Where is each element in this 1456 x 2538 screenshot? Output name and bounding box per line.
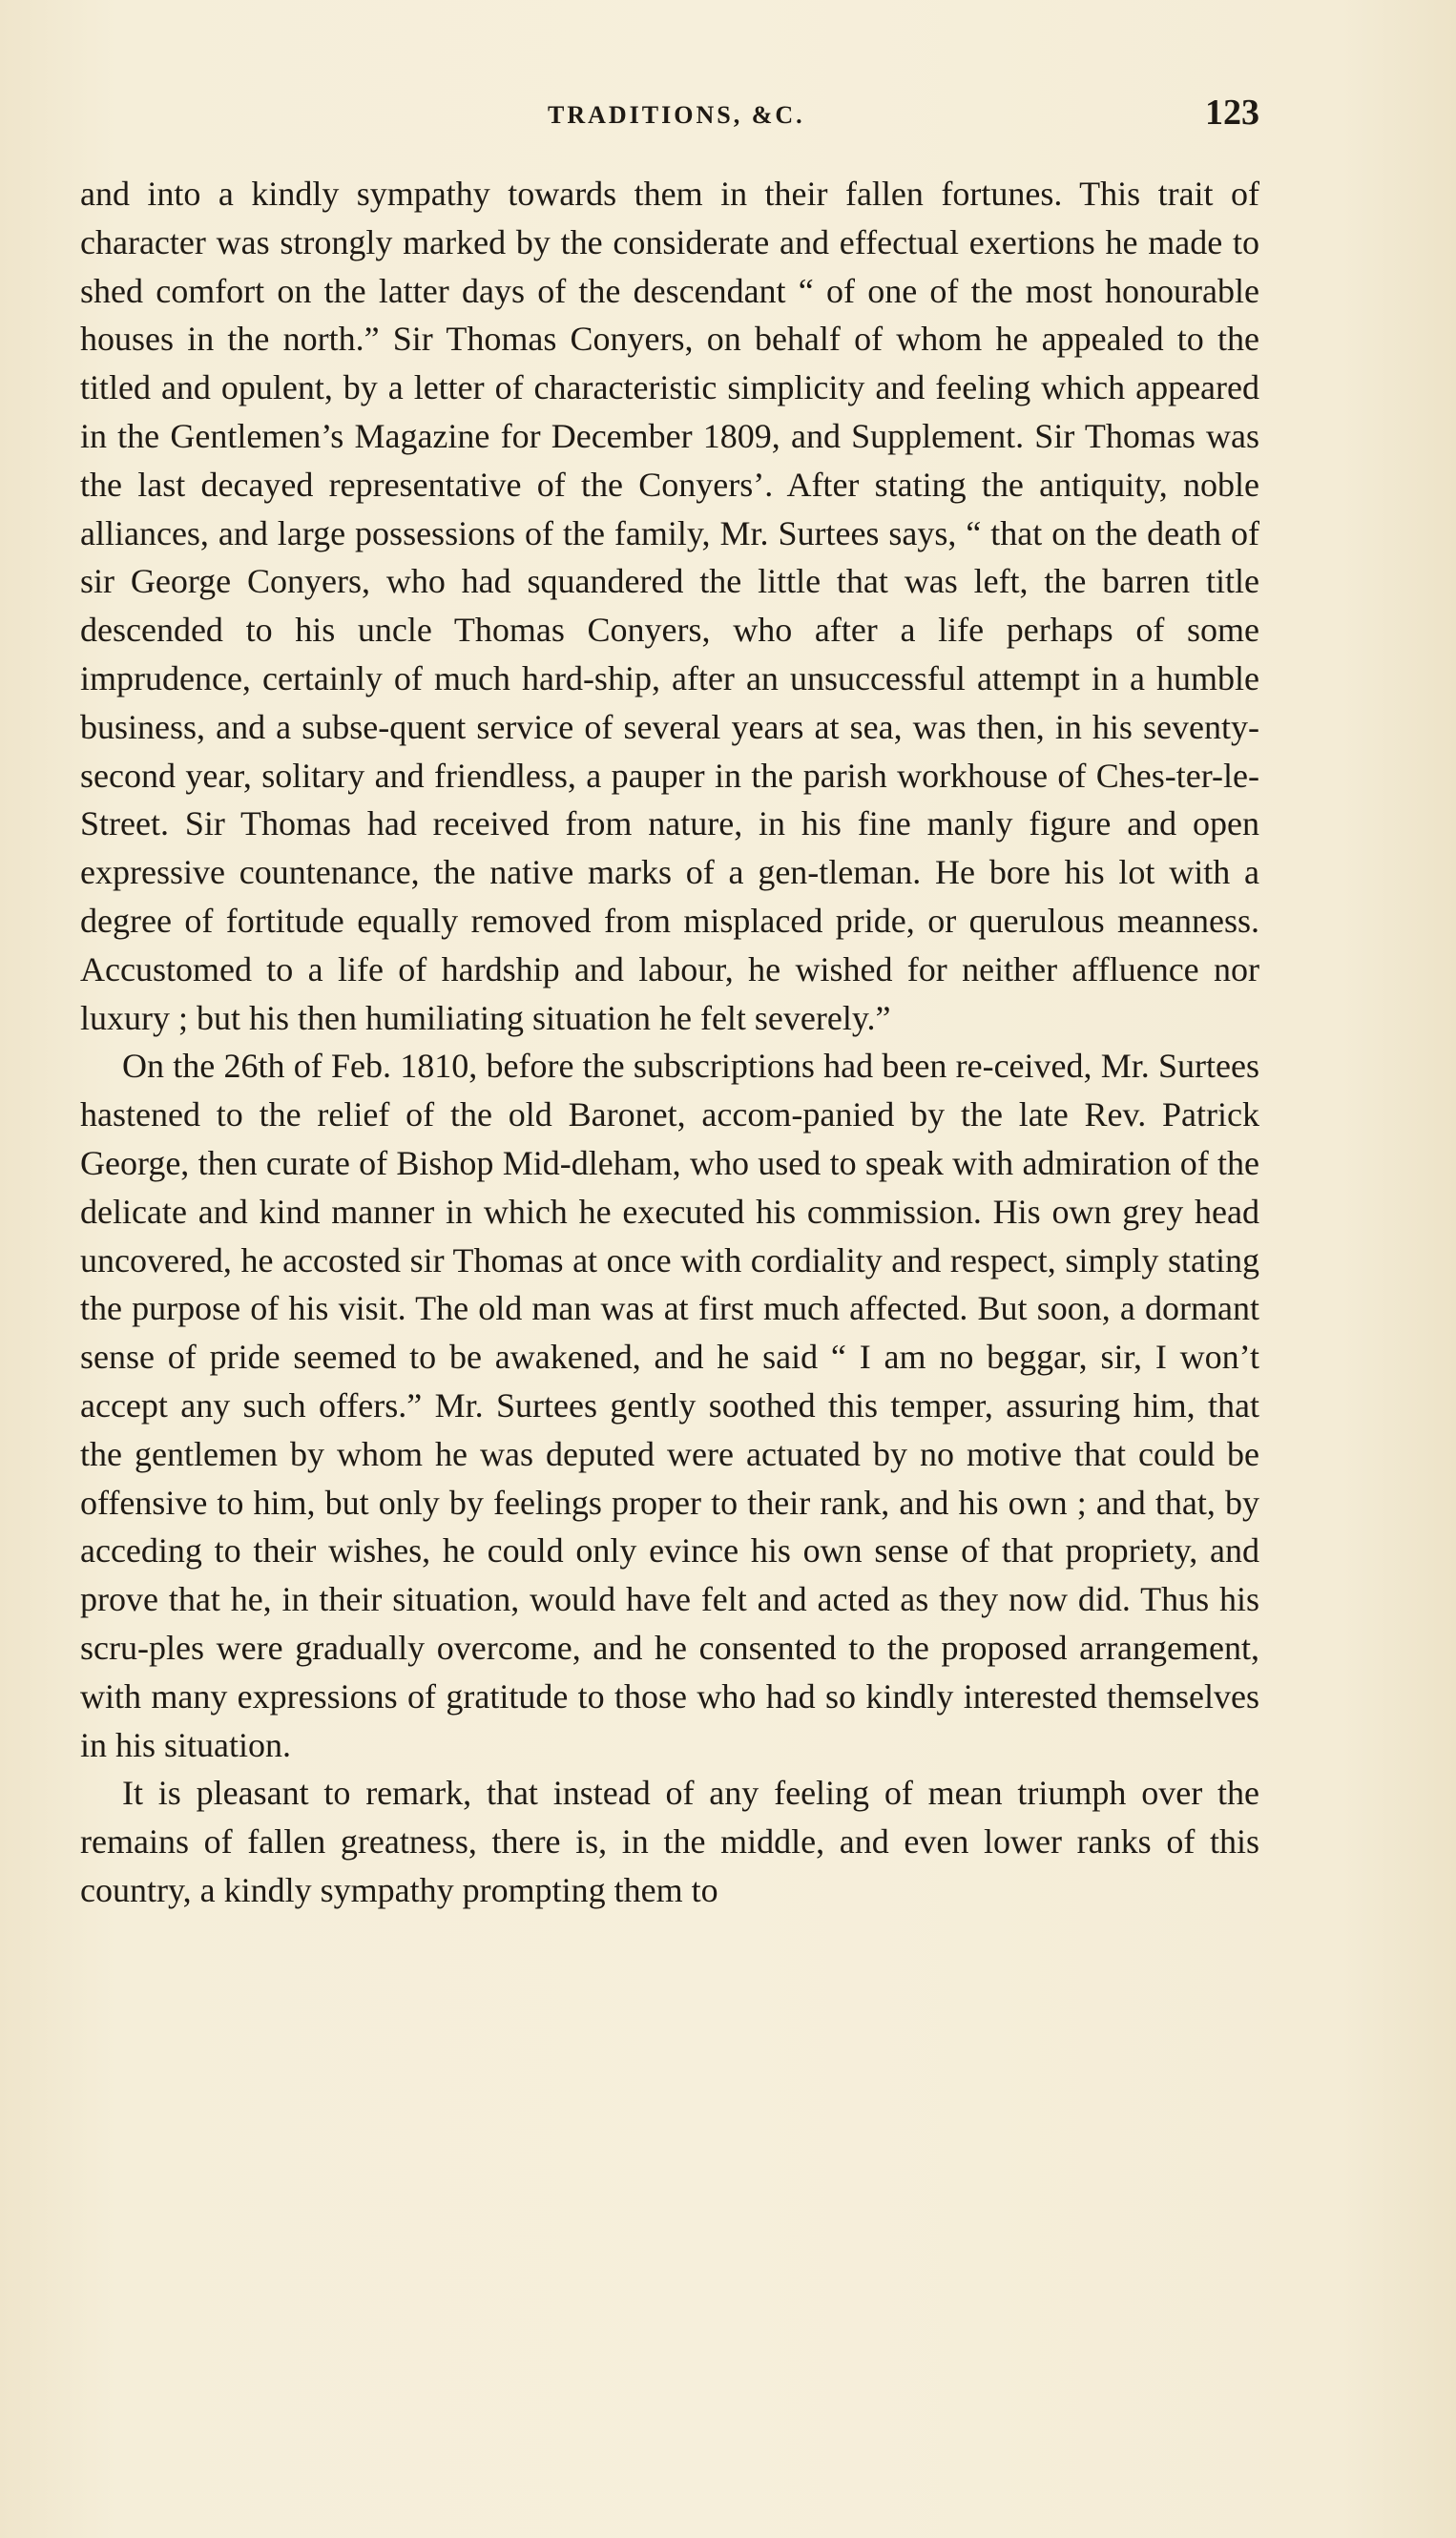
page-header xyxy=(80,92,1259,139)
paragraph-sympathy: It is pleasant to remark, that instead of any feeling of mean triumph over the remains of fallen greatness, there is, in the middle, and even lower ranks of this country, a kindly sympathy prompting them to xyxy=(80,1774,1259,1909)
paragraph-continuation: and into a kindly sympathy towards them in their fallen fortunes. This trait of character was strongly marked by the considerate and effectual exertions he made to shed comfort on the latter days of the descendant “ of one of the most honourable houses in the north.” Sir Thomas Conyers, on behalf of whom he appealed to the titled and opulent, by a letter of characteristic simplicity and feeling which appeared in the Gentlemen’s Magazine for December 1809, and Supplement. Sir Thomas was the last decayed representative of the Conyers’. After stating the antiquity, noble alliances, and large possessions of the family, Mr. Surtees says, “ that on the death of sir George Conyers, who had squandered the little that was left, the barren title descended to his uncle Thomas Conyers, who after a life perhaps of some imprudence, certainly of much hard-ship, after an unsuccessful attempt in a humble business, and a subse-quent service of several years at sea, was then, in his seventy-second year, solitary and friendless, a pauper in the parish workhouse of Ches-ter-le-Street. Sir Thomas had received from nature, in his fine manly figure and open expressive countenance, the native marks of a gen-tleman. He bore his lot with a degree of fortitude equally removed from misplaced pride, or querulous meanness. Accustomed to a life of hardship and labour, he wished for neither affluence nor luxury ; but his then humiliating situation he felt severely.” xyxy=(80,175,1259,1037)
page-number: 123 xyxy=(1205,93,1259,133)
paragraph-visit: On the 26th of Feb. 1810, before the subscriptions had been re-ceived, Mr. Surtees hastened to the relief of the old Baronet, accom-panied by the late Rev. Patrick George, then curate of Bishop Mid-dleham, who used to speak with admiration of the delicate and kind manner in which he executed his commission. His own grey head uncovered, he accosted sir Thomas at once with cordiality and respect, simply stating the purpose of his visit. The old man was at first much affected. But soon, a dormant sense of pride seemed to be awakened, and he said “ I am no beggar, sir, I won’t accept any such offers.” Mr. Surtees gently soothed this temper, assuring him, that the gentlemen by whom he was deputed were actuated by no motive that could be offensive to him, but only by feelings proper to their rank, and his own ; and that, by acceding to their wishes, he could only evince his own sense of that propriety, and prove that he, in their situation, would have felt and acted as they now did. Thus his scru-ples were gradually overcome, and he consented to the proposed arrangement, with many expressions of gratitude to those who had so kindly interested themselves in his situation. xyxy=(80,1047,1259,1764)
body-text xyxy=(80,170,1259,1915)
running-title: TRADITIONS, &C. xyxy=(548,101,805,129)
